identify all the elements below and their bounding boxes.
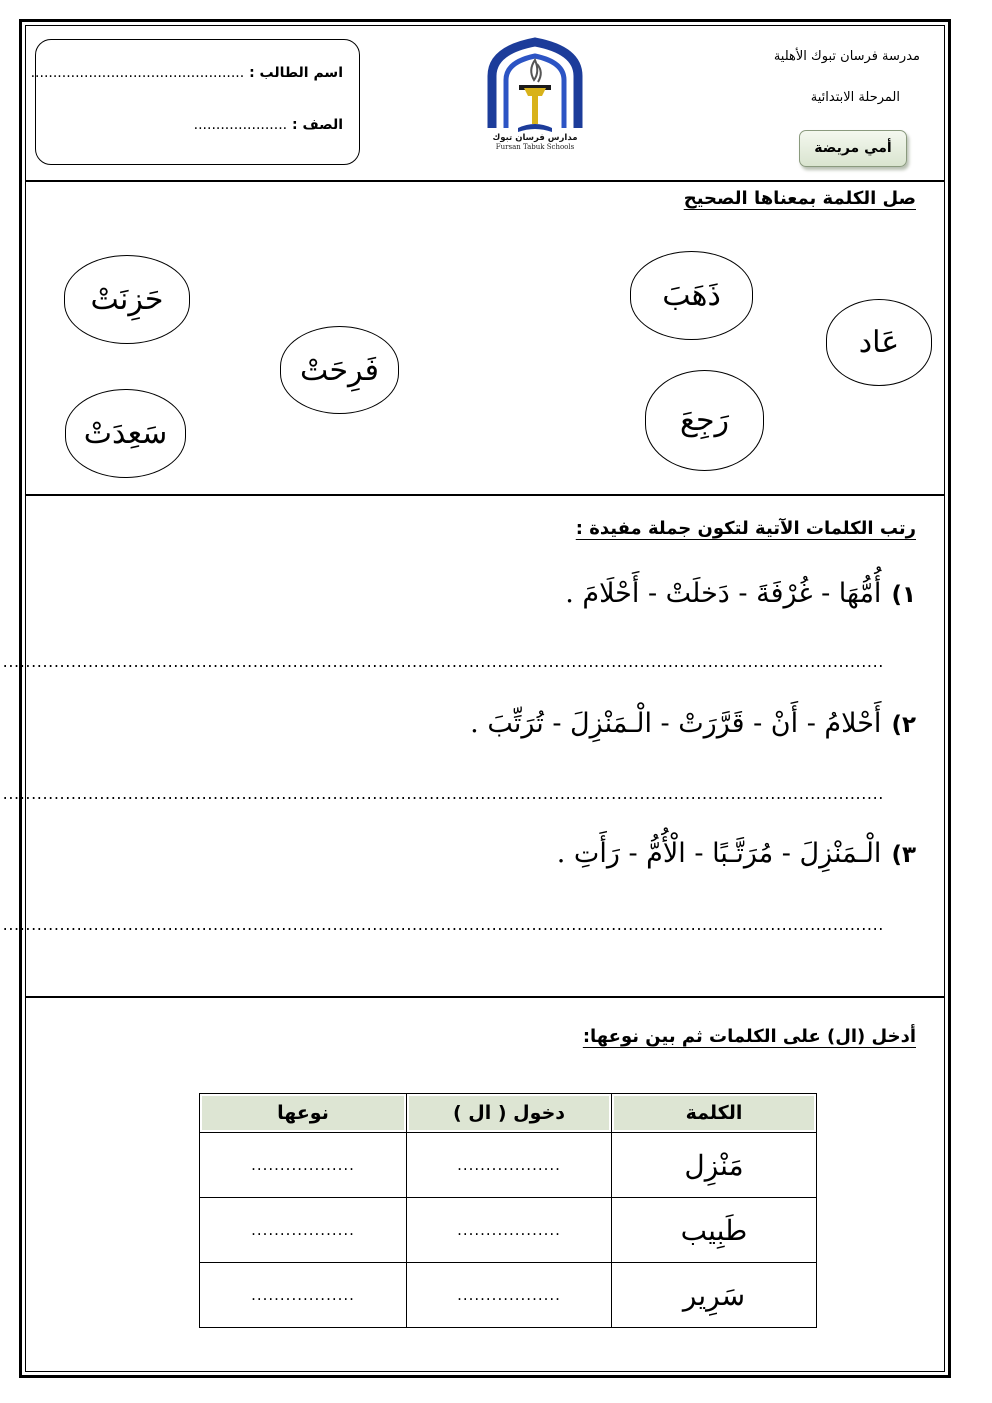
sentence-1: [565, 578, 916, 609]
student-info-box: [30, 39, 360, 165]
answer-blank-with-al[interactable]: ..................: [407, 1198, 612, 1263]
table-word: مَنْزِل: [612, 1133, 817, 1198]
oval-word: عَاد: [858, 325, 900, 360]
oval-word: سَعِدَتْ: [83, 416, 168, 451]
sentence-2: [470, 708, 916, 739]
column-header-with-al: دخول ( ال ): [407, 1094, 612, 1133]
divider-section2: [25, 996, 945, 998]
word-oval-dhahaba[interactable]: [630, 251, 753, 340]
word-oval-rajia[interactable]: [645, 370, 764, 471]
school-stage: المرحلة الابتدائية: [810, 90, 900, 105]
word-oval-aad[interactable]: [826, 299, 932, 386]
answer-blank-with-al[interactable]: ..................: [407, 1133, 612, 1198]
table-word: طَبِيب: [612, 1198, 817, 1263]
sentence-number: ١): [891, 582, 916, 608]
section1-title: صل الكلمة بمعناها الصحيح: [683, 188, 916, 209]
student-name-field[interactable]: ................................................: [30, 65, 245, 81]
sentence-3: [557, 838, 916, 869]
divider-section1: [25, 494, 945, 496]
section3-title: أدخل (ال) على الكلمات ثم بين نوعها:: [582, 1026, 916, 1047]
sentence-number: ٢): [891, 712, 916, 738]
logo-text-english: Fursan Tabuk Schools: [495, 143, 575, 151]
sentence-words: أَحْلامُ - أَنْ - قَرَّرَتْ - الْـمَنْزِلَ - تُرَتِّبَ .: [470, 708, 882, 739]
lesson-topic-badge: أمي مريضة: [799, 130, 907, 167]
student-name-label: اسم الطالب :: [249, 65, 343, 81]
class-field[interactable]: .....................: [193, 117, 288, 133]
word-oval-hazinat[interactable]: [64, 255, 190, 344]
oval-word: رَجِعَ: [680, 403, 729, 438]
table-row: [200, 1198, 817, 1263]
word-oval-saidat[interactable]: [65, 389, 186, 478]
sentence-words: الْـمَنْزِلَ - مُرَتَّـبًا - الْأُمُّ - رَأَتِ .: [556, 838, 882, 869]
answer-blank-with-al[interactable]: ..................: [407, 1263, 612, 1328]
table-word: سَرِير: [612, 1263, 817, 1328]
sentence-number: ٣): [891, 842, 916, 868]
answer-blank-type[interactable]: ..................: [200, 1198, 407, 1263]
school-logo: [484, 36, 586, 152]
table-row: [200, 1263, 817, 1328]
class-label: الصف :: [292, 117, 343, 133]
answer-blank-type[interactable]: ..................: [200, 1133, 407, 1198]
answer-blank-type[interactable]: ..................: [200, 1263, 407, 1328]
column-header-word: الكلمة: [612, 1094, 817, 1133]
column-header-type: نوعها: [200, 1094, 407, 1133]
school-name: مدرسة فرسان تبوك الأهلية: [773, 49, 920, 64]
table-row: [200, 1133, 817, 1198]
answer-line-2[interactable]: ...........................................................................................................................................................: [2, 784, 884, 803]
divider-header: [25, 180, 945, 182]
oval-word: فَرِحَتْ: [300, 352, 379, 388]
oval-word: حَزِنَتْ: [90, 282, 164, 317]
logo-text-arabic: مدارس فرسان تبوك: [492, 133, 578, 143]
oval-word: ذَهَبَ: [662, 278, 721, 313]
sentence-words: أُمُّهَا - غُرْفَةَ - دَخلَتْ - أَحْلَامَ .: [565, 578, 882, 609]
table-header-row: [200, 1094, 817, 1133]
al-words-table: [199, 1093, 817, 1328]
answer-line-3[interactable]: ...........................................................................................................................................................: [2, 915, 884, 934]
answer-line-1[interactable]: ...........................................................................................................................................................: [2, 652, 884, 671]
word-oval-farihat[interactable]: [280, 326, 399, 414]
section2-title: رتب الكلمات الآتية لتكون جملة مفيدة :: [575, 518, 916, 539]
